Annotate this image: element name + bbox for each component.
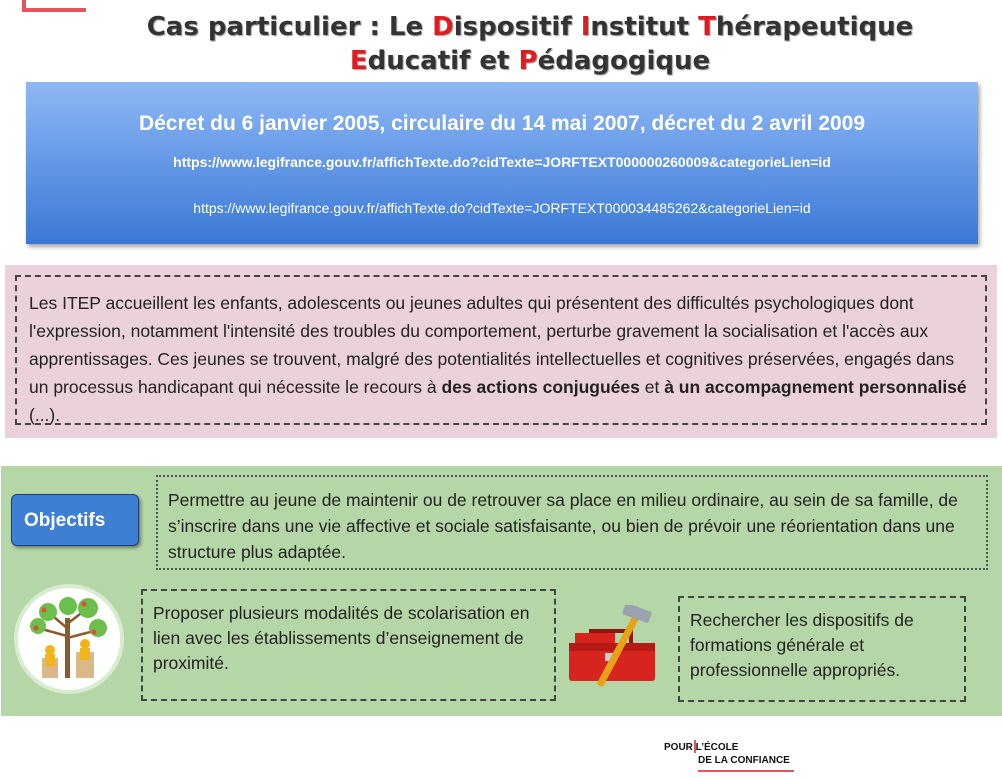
title-line-2 bbox=[60, 44, 1000, 78]
intro-bold-combined-actions: des actions conjuguées bbox=[441, 377, 640, 397]
training-research-box: Rechercher les dispositifs de formations générale et professionnelle appropriés. bbox=[678, 596, 966, 702]
page-title bbox=[60, 10, 1000, 78]
title-segment: T bbox=[698, 12, 716, 42]
decree-title: Décret du 6 janvier 2005, circulaire du 14 mai 2007, décret du 2 avril 2009 bbox=[138, 112, 866, 135]
title-segment: nstitut bbox=[590, 12, 699, 42]
tree-figures-icon bbox=[18, 588, 120, 690]
intro-bold-personal-support: à un accompagnement personnalisé bbox=[664, 377, 967, 397]
logo-line-2: DE LA CONFIANCE bbox=[698, 755, 790, 766]
title-segment: hérapeutique bbox=[715, 12, 914, 42]
title-segment: E bbox=[349, 46, 368, 76]
title-segment: Cas particulier : Le bbox=[146, 12, 433, 42]
growth-tree-illustration bbox=[14, 584, 124, 694]
toolbox-illustration bbox=[565, 605, 665, 690]
title-segment: P bbox=[518, 46, 538, 76]
intro-panel bbox=[5, 265, 997, 438]
title-segment: édagogique bbox=[537, 46, 711, 76]
intro-text-start: Les ITEP accueillent les enfants, adolescents ou jeunes adultes qui présentent des difficultés psychologiques dont l'expression, notamment l'intensité des troubles du comportement, perturbe gravement la socialisation et l'accès aux apprentissages. Ces jeunes se trouvent, malgré des potentialités intellectuelles et cognitives préservées, engagés dans un processus handicapant qui nécessite le recours à bbox=[29, 293, 955, 397]
title-segment: D bbox=[432, 12, 454, 42]
intro-text-end: (...). bbox=[29, 405, 61, 425]
toolbox-hammer-icon bbox=[565, 605, 665, 690]
objective-main-box: Permettre au jeune de maintenir ou de retrouver sa place en milieu ordinaire, au sein de sa famille, de s’inscrire dans une vie affective et sociale satisfaisante, ou bien de prévoir une réorientation dans une structure plus adaptée. bbox=[156, 475, 988, 570]
brand-logo bbox=[664, 740, 804, 776]
intro-text-middle: et bbox=[639, 377, 665, 397]
logo-line-1: POUR L’ÉCOLE bbox=[664, 742, 739, 753]
legifrance-link-2[interactable]: https://www.legifrance.gouv.fr/affichTexte.do?cidTexte=JORFTEXT000034485262&categorieLien=id bbox=[193, 200, 811, 216]
intro-text-box bbox=[15, 275, 987, 425]
schooling-modalities-box: Proposer plusieurs modalités de scolarisation en lien avec les établissements d’enseignement de proximité. bbox=[141, 589, 556, 701]
objectives-button[interactable]: Objectifs bbox=[11, 494, 139, 546]
title-segment: ducatif et bbox=[367, 46, 519, 76]
title-segment: ispositif bbox=[453, 12, 581, 42]
decree-banner bbox=[26, 82, 978, 244]
title-line-1 bbox=[60, 10, 1000, 44]
title-segment: I bbox=[580, 12, 591, 42]
legifrance-link-1[interactable]: https://www.legifrance.gouv.fr/affichTexte.do?cidTexte=JORFTEXT000000260009&categorieLien=id bbox=[173, 154, 831, 170]
